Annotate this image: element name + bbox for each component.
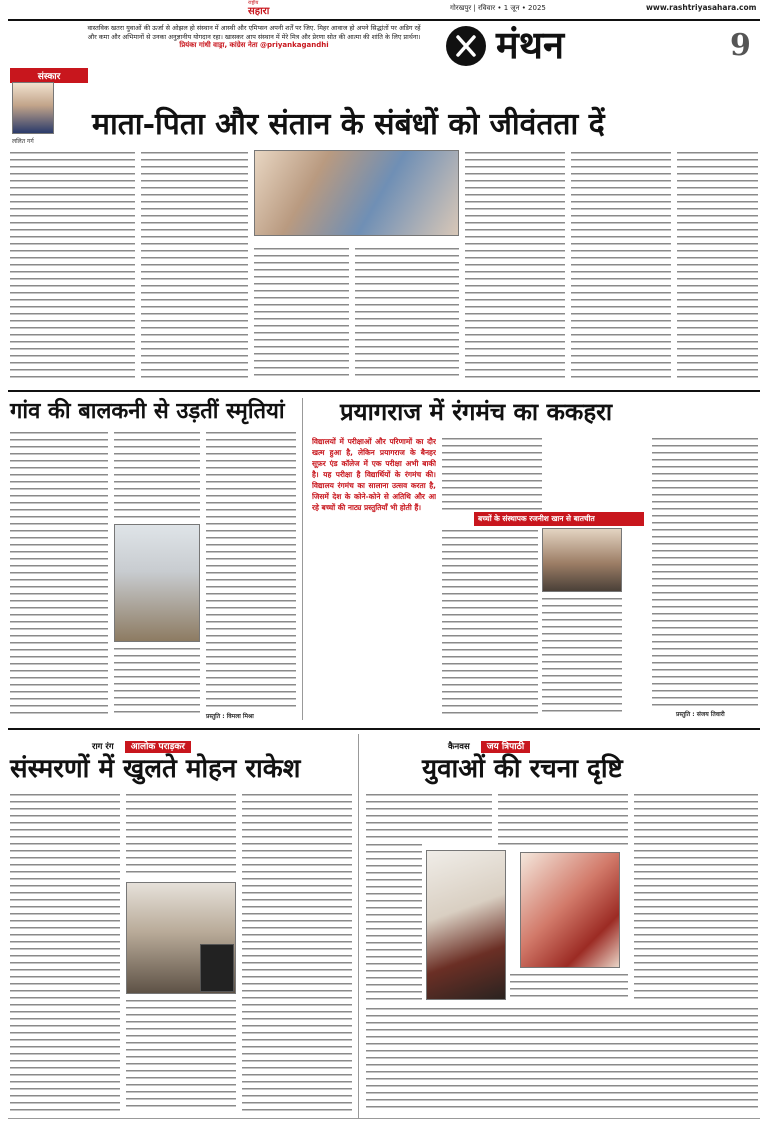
sanskar-column-4 [355, 246, 459, 378]
story3-column-2 [442, 528, 538, 716]
sanskar-column-6 [571, 150, 671, 378]
story3-byline: प्रस्तुति : संजय तिवारी [676, 711, 725, 718]
masthead-brand: सहारा [248, 6, 270, 17]
story4-column-2 [126, 792, 236, 878]
sanskar-headline: माता-पिता और संतान के संबंधों को जीवंतता दें [92, 107, 605, 142]
divider-1 [8, 390, 760, 392]
story3-column-3 [652, 436, 758, 706]
story3-callout: बच्चों के संस्थापक रजनीश खान से बातचीत [474, 512, 644, 526]
story5-tag-section: कैनवस [448, 742, 470, 752]
story4-tag-author: आलोक पराड़कर [125, 741, 191, 753]
story4-tag-row [92, 734, 191, 752]
sanskar-column-5 [465, 150, 565, 378]
story5-column-2b [510, 972, 628, 1002]
story2-column-1 [10, 430, 108, 718]
divider-2 [8, 728, 760, 730]
masthead [0, 0, 768, 18]
vertical-rule-1 [302, 398, 303, 720]
masthead-logo [248, 1, 308, 17]
sanskar-column-7 [677, 150, 758, 378]
story5-bottom-block [366, 1006, 758, 1112]
story5-headline: युवाओं की रचना दृष्टि [422, 754, 623, 784]
story3-highlight: विद्यालयों में परीक्षाओं और परिणामों का दौर खत्म हुआ है, लेकिन प्रयागराज के बैनहर सूफ़र एंड कॉलेज में एक परीक्षा अभी बाकी है। यह परीक्षा है विद्यार्थियों के रंगमंच की। विद्यालय रंगमंच का सालाना उत्सव करता है, जिसमें देश के कोने-कोने से अतिथि और आ रहे बच्चों की नाट्य प्रस्तुतियाँ भी होती हैं। [312, 437, 436, 512]
masthead-brand-small: राष्ट्रीय [248, 0, 259, 6]
story5-column-3 [634, 792, 758, 1002]
story5-artwork-figure [520, 852, 620, 968]
masthead-edition: गोरखपुर | रविवार • 1 जून • 2025 [450, 4, 546, 12]
story5-tag-row [448, 734, 530, 752]
story2-column-2b [114, 646, 200, 718]
sanskar-column-3b [254, 246, 349, 378]
family-photo [254, 150, 459, 236]
section-title: मंथन [496, 22, 565, 67]
author-photo [12, 82, 54, 134]
story4-column-2b [126, 998, 236, 1112]
story5-column-1b [366, 842, 422, 1002]
quote-handle: @priyankagandhi [259, 41, 329, 50]
story4-tag-section: राग रंग [92, 742, 114, 752]
story2-column-2 [114, 430, 200, 520]
sanskar-byline: ललित गर्ग [12, 138, 34, 145]
story3-portrait-photo [542, 528, 622, 592]
story4-column-3 [242, 792, 352, 1112]
story5-column-1 [366, 792, 492, 840]
story2-column-3 [206, 430, 296, 712]
story3-column-2b [542, 596, 622, 716]
quote-text: वास्तविक खतरा युवाओं की ऊर्जा से ओझल हो संस्थान में आस्थी और एमिप्सन अपनी शर्तें पर जिए. मिहर आवाज हो अपने सिद्धांतों पर अडिग रहें और कमा और अभिमानों से उनका अनुज्ञानीय योगदान रहा। खासकर आप संस्थान में मेरे मित्र और प्रेरणा सोत की आत्मा की शांति के लिए प्रार्थना। [87, 24, 421, 41]
vertical-rule-2 [358, 734, 359, 1118]
masthead-website: www.rashtriyasahara.com [646, 3, 757, 12]
story3-headline: प्रयागराज में रंगमंच का ककहरा [340, 397, 613, 426]
story2-headline: गांव की बालकनी से उड़तीं स्मृतियां [10, 398, 285, 424]
x-logo-icon [446, 26, 486, 66]
story5-tag-author: जय त्रिपाठी [481, 741, 530, 753]
story2-birds-photo [114, 524, 200, 642]
sanskar-column-1 [10, 150, 135, 378]
page-number: 9 [730, 28, 751, 63]
sanskar-column-2 [141, 150, 248, 378]
quote-banner [86, 24, 422, 64]
quote-attribution [86, 41, 422, 50]
sanskar-tag: संस्कार [10, 68, 88, 83]
masthead-rule [8, 19, 760, 21]
footer-rule [8, 1118, 760, 1119]
story2-byline: प्रस्तुति : विमला मिश्रा [206, 713, 254, 720]
story4-column-1 [10, 792, 120, 1112]
story5-column-2 [498, 792, 628, 848]
story4-headline: संस्मरणों में खुलते मोहन राकेश [10, 754, 301, 784]
story5-artwork-woman [426, 850, 506, 1000]
book-cover [200, 944, 234, 992]
story3-column-1 [442, 436, 542, 512]
quote-author: प्रियंका गांधी वाड्रा, कांग्रेस नेता [179, 41, 258, 50]
